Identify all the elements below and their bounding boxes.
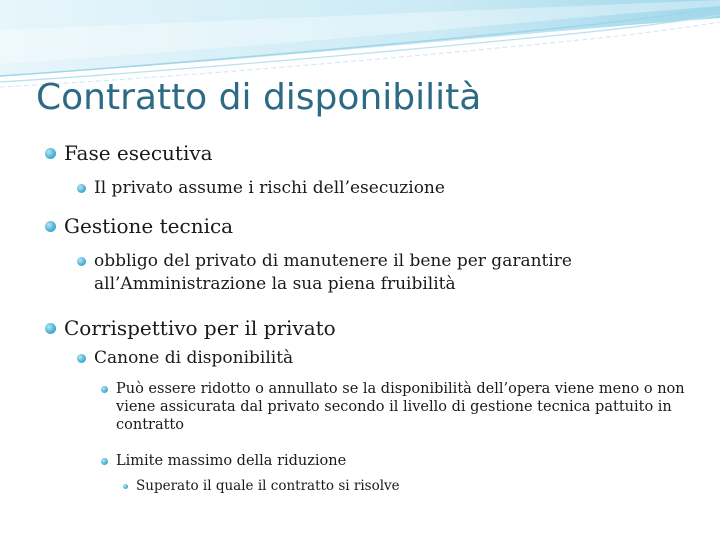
bullet-text: Limite massimo della riduzione (116, 453, 347, 469)
bullet-text: Canone di disponibilità (94, 348, 294, 368)
bullet-dot-icon (45, 323, 56, 334)
bullet-text: obbligo del privato di manutenere il bene per garantire all’Amministrazione la sua piena fruibilità (94, 251, 572, 294)
bullet-dot-icon (45, 221, 56, 232)
slide-title: Contratto di disponibilità (36, 77, 482, 118)
bullet-text: Gestione tecnica (64, 214, 234, 238)
bullet-text: Il privato assume i rischi dell’esecuzione (94, 178, 445, 198)
sub-bullet-canone (94, 347, 293, 370)
bullet-gestione-tecnica (64, 213, 233, 239)
bullet-fase-esecutiva (64, 140, 213, 166)
bullet-dot-icon (77, 184, 86, 193)
bullet-dot-icon (77, 354, 86, 363)
bullet-text: Può essere ridotto o annullato se la disponibilità dell’opera viene meno o non viene assicurata dal privato secondo il livello di gestione tecnica pattuito in contratto (116, 381, 685, 433)
bullet-dot-icon (101, 458, 108, 465)
bullet-dot-icon (101, 386, 108, 393)
level4-bullet-risoluzione (136, 477, 400, 495)
bullet-corrispettivo (64, 315, 336, 341)
sub-sub-bullet-limite (116, 452, 346, 470)
bullet-dot-icon (45, 148, 56, 159)
sub-bullet-rischi-esecuzione (94, 177, 445, 200)
bullet-text: Superato il quale il contratto si risolve (136, 478, 400, 494)
bullet-text: Corrispettivo per il privato (64, 316, 336, 340)
bullet-dot-icon (77, 257, 86, 266)
sub-bullet-obbligo-manutenzione (94, 250, 684, 296)
bullet-dot-icon (123, 484, 128, 489)
sub-sub-bullet-riduzione (116, 380, 686, 434)
bullet-text: Fase esecutiva (64, 141, 213, 165)
